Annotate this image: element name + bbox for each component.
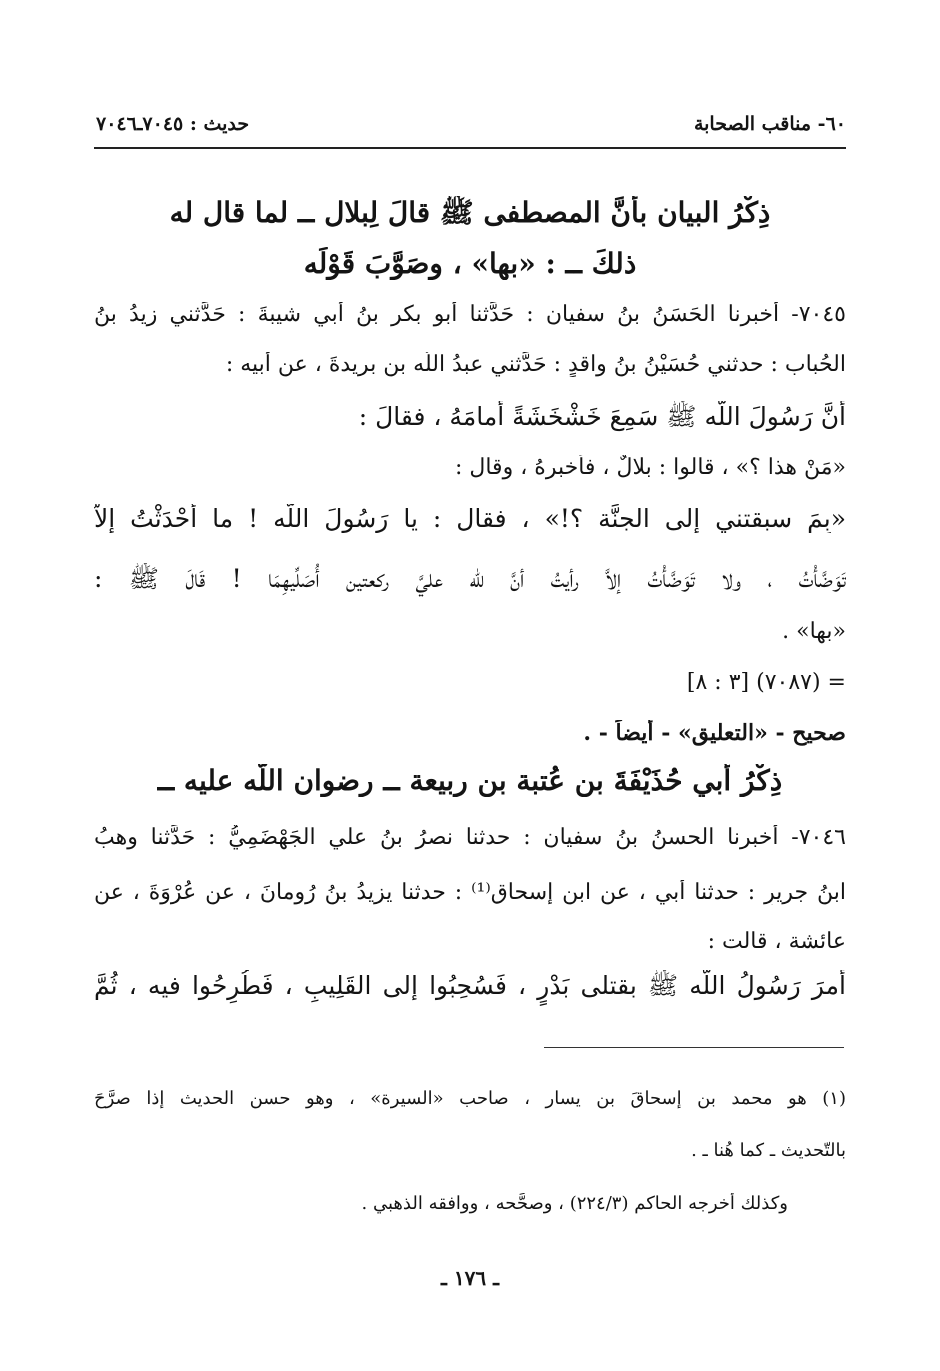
- hadith-7045-grading: صحيح - «التعليق» - أيضاً - .: [583, 720, 846, 746]
- hadith-7045-cross-reference: = (٧٠٨٧) [٣ : ٨]: [686, 670, 846, 695]
- hadith-7045-matn-line-4: تَوَضَّأْتُ ، ولا تَوَضَّأْتُ إلاَّ رأيتُ أنَّ للّه عليَّ ركعتين أُصَلِّيهِمَا ! قَالَ ﷺ :: [94, 564, 846, 593]
- hadith-7045-matn-line-1: أنَّ رَسُولَ اللّه ﷺ سَمِعَ خَشْخَشَةً أمامَهُ ، فقالَ :: [358, 402, 846, 431]
- hadith-7046-matn-line-1: أمرَ رَسُولُ اللّه ﷺ بقتلى بَدْرٍ ، فَسُحِبُوا إلى القَلِيبِ ، فَطُرِحُوا فيه ، ثُمَّ: [94, 971, 846, 1000]
- hadith-7046-isnad-line-3: عائشة ، قالت :: [707, 929, 846, 954]
- section-title-line-2: ذلكَ ــ : «بها» ، وصَوَّبَ قَوْلَه: [303, 247, 637, 280]
- footnote-rule: [544, 1047, 844, 1048]
- page-number: ـ ١٧٦ ـ: [441, 1266, 499, 1290]
- running-header-hadith-range: حديث : ٧٠٤٥ـ٧٠٤٦: [96, 113, 250, 135]
- hadith-7045-isnad-line-2: الحُباب : حدثني حُسَيْنُ بنُ واقدٍ : حَدَّثني عبدُ اللّه بن بريدةَ ، عن أبيه :: [225, 352, 846, 377]
- header-rule: [94, 147, 846, 149]
- hadith-7045-matn-line-3: «بِمَ سبقتني إلى الجنَّة ؟!» ، فقال : يا رَسُولَ اللّه ! ما أَحْدَثْتُ إلاَّ: [94, 504, 846, 533]
- footnote-1-line-2: بالتّحديث ـ كما هُنا ـ .: [691, 1140, 846, 1161]
- running-header-chapter: ٦٠- مناقب الصحابة: [693, 113, 846, 135]
- footnote-2: وكذلك أخرجه الحاكم (٢٢٤/٣) ، وصحَّحه ، ووافقه الذهبي .: [361, 1193, 788, 1214]
- hadith-7045-isnad-line-1: ٧٠٤٥- أخبرنا الحَسَنُ بنُ سفيان : حَدَّثنا أبو بكر بنُ أبي شيبةَ : حَدَّثني زيدُ بنُ: [94, 302, 846, 327]
- footnote-1-line-1: (١) هو محمد بن إسحاقَ بن يسار ، صاحب «السيرة» ، وهو حسن الحديث إذا صرَّحَ: [94, 1088, 846, 1109]
- hadith-7046-isnad-line-1: ٧٠٤٦- أخبرنا الحسنُ بنُ سفيان : حدثنا نصرُ بنُ علي الجَهْضَمِيُّ : حَدَّثنا وهبُ: [94, 825, 846, 850]
- hadith-7045-matn-line-5: «بها» .: [782, 619, 846, 644]
- section-title-line-1: ذِكْرُ البيان بأنَّ المصطفى ﷺ قالَ لِبلال ــ لما قال له: [169, 196, 771, 229]
- hadith-7045-matn-line-2: «مَنْ هذا ؟» ، قالوا : بلالٌ ، فأخبرهُ ، وقال :: [454, 455, 846, 480]
- section-title-abu-hudhayfa: ذِكْرُ أبي حُذَيْفَةَ بنِ عُتبة بنِ ربيعة ــ رضوان اللّه عليه ــ: [157, 764, 783, 797]
- hadith-7046-isnad-line-2: ابنُ جريرٍ : حدثنا أبي ، عن ابنِ إسحاق⁽¹⁾ : حدثنا يزيدُ بنُ رُومانَ ، عن عُرْوَةَ ، عن: [94, 880, 846, 905]
